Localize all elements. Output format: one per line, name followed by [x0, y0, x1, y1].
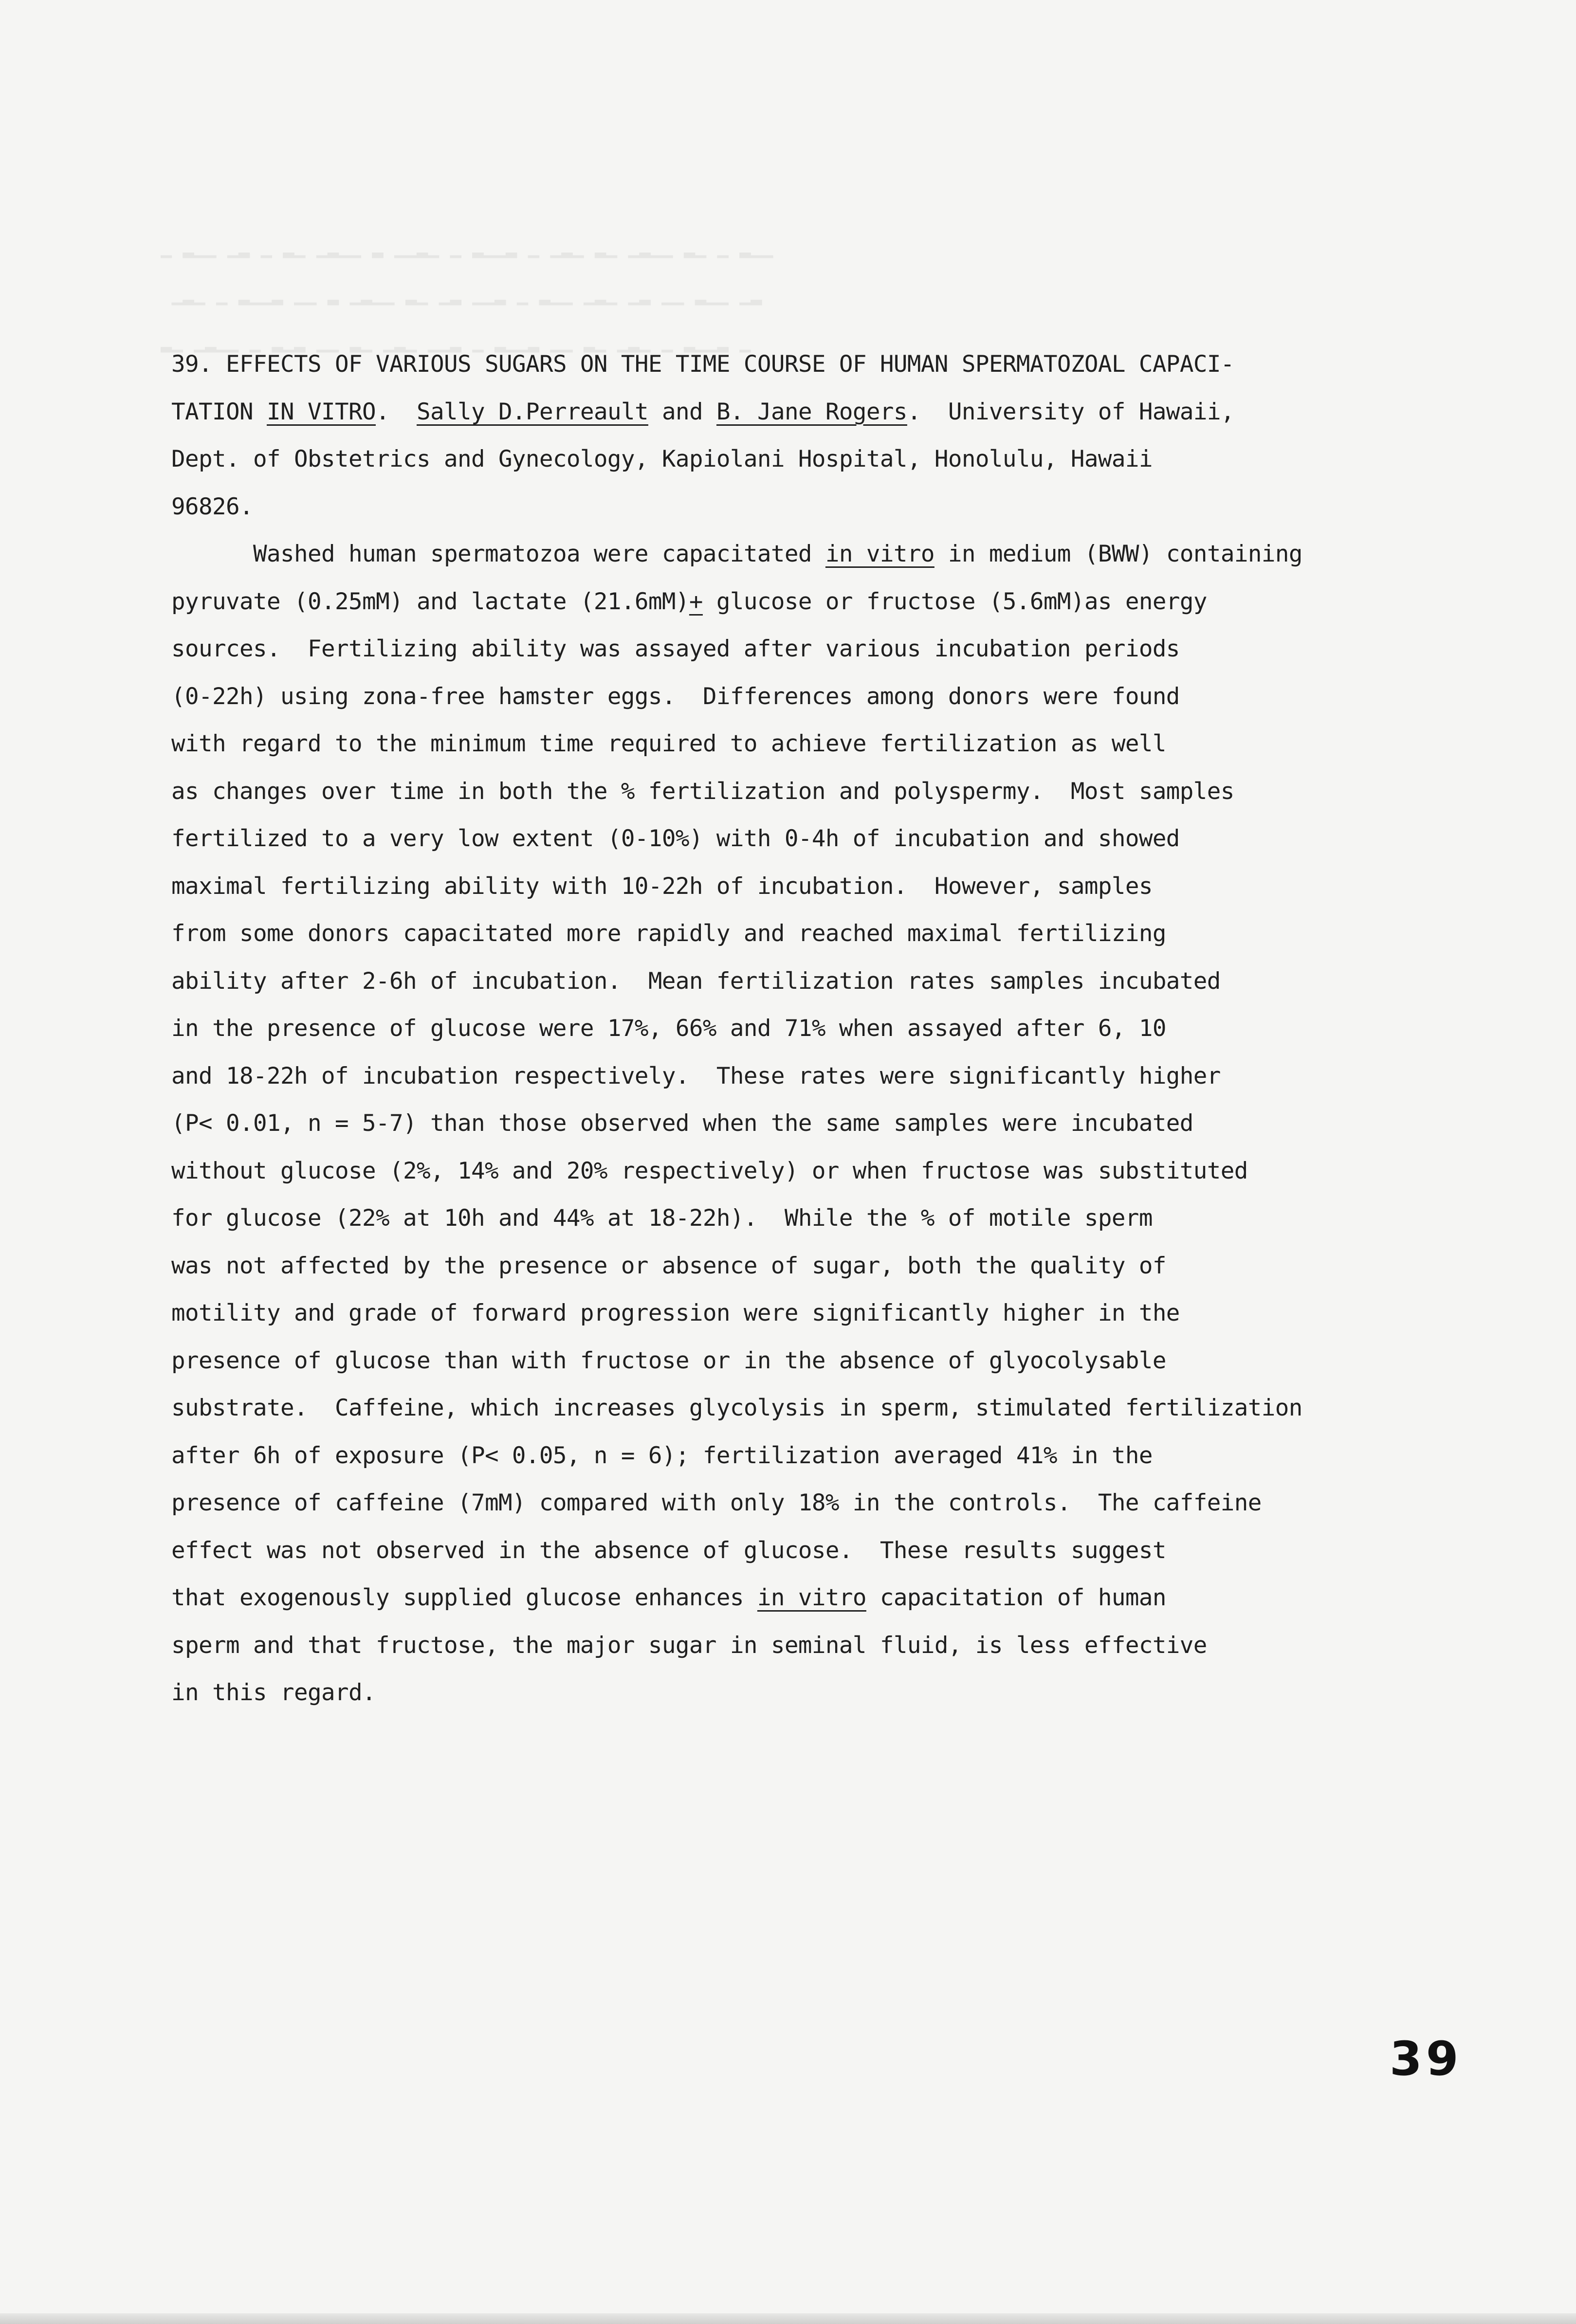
body-line-9: from some donors capacitated more rapidly and reached maximal fertilizing: [171, 920, 1166, 947]
abstract-number: 39.: [171, 351, 212, 378]
body-text: glucose or fructose (5.6mM)as energy: [702, 588, 1207, 615]
body-line-4: (0-22h) using zona-free hamster eggs. Differences among donors were found: [171, 683, 1180, 710]
body-line-23: [171, 1574, 1485, 1622]
body-text: Washed human spermatozoa were capacitated: [253, 541, 812, 567]
body-line-17: motility and grade of forward progression were significantly higher in the: [171, 1300, 1180, 1326]
body-line-6: as changes over time in both the % fertilization and polyspermy. Most samples: [171, 778, 1234, 805]
body-line-11: in the presence of glucose were 17%, 66% and 71% when assayed after 6, 10: [171, 1015, 1166, 1042]
body-line-3: sources. Fertilizing ability was assayed after various incubation periods: [171, 635, 1180, 662]
abstract-title-continued: TATION: [171, 398, 253, 425]
body-line-16: was not affected by the presence or absence of sugar, both the quality of: [171, 1252, 1166, 1279]
author-conjunction: and: [661, 398, 703, 425]
body-line-1: [171, 530, 1485, 578]
body-line-20: after 6h of exposure (P< 0.05, n = 6); fertilization averaged 41% in the: [171, 1442, 1153, 1469]
in-vitro-emphasis: in vitro: [825, 541, 935, 567]
body-line-12: and 18-22h of incubation respectively. These rates were significantly higher: [171, 1062, 1221, 1089]
body-line-8: maximal fertilizing ability with 10-22h of incubation. However, samples: [171, 872, 1153, 900]
body-line-19: substrate. Caffeine, which increases glycolysis in sperm, stimulated fertilization: [171, 1395, 1302, 1421]
body-line-7: fertilized to a very low extent (0-10%) with 0-4h of incubation and showed: [171, 825, 1180, 852]
scan-bottom-edge: [0, 2313, 1576, 2324]
abstract-heading-line-2: TATION IN VITRO. Sally D.Perreault and B. Jane Rogers. University of Hawaii,: [171, 398, 1234, 425]
body-text: that exogenously supplied glucose enhances: [171, 1584, 744, 1611]
affiliation: University of Hawaii,: [948, 398, 1234, 425]
body-line-14: without glucose (2%, 14% and 20% respectively) or when fructose was substituted: [171, 1157, 1248, 1184]
page-number: 39: [1390, 2032, 1463, 2086]
body-text: pyruvate (0.25mM) and lactate (21.6mM): [171, 588, 689, 615]
abstract-title: EFFECTS OF VARIOUS SUGARS ON THE TIME COURSE OF HUMAN SPERMATOZOAL CAPACI-: [226, 351, 1234, 378]
body-line-2: [171, 578, 1485, 626]
body-line-22: effect was not observed in the absence of glucose. These results suggest: [171, 1537, 1166, 1564]
plus-minus-sign: +: [689, 588, 703, 615]
body-line-5: with regard to the minimum time required to achieve fertilization as well: [171, 730, 1166, 757]
body-line-10: ability after 2-6h of incubation. Mean fertilization rates samples incubated: [171, 967, 1221, 995]
author-1: Sally D.Perreault: [416, 398, 648, 425]
body-line-13: (P< 0.01, n = 5-7) than those observed when the same samples were incubated: [171, 1110, 1193, 1137]
abstract-heading-line-1: [171, 341, 1485, 388]
abstract: [171, 341, 1485, 1717]
body-line-25: in this regard.: [171, 1679, 376, 1706]
affiliation-zip: 96826.: [171, 493, 253, 520]
body-text: in medium (BWW) containing: [948, 541, 1302, 567]
body-line-18: presence of glucose than with fructose or in the absence of glyocolysable: [171, 1347, 1166, 1374]
affiliation-line: Dept. of Obstetrics and Gynecology, Kapiolani Hospital, Honolulu, Hawaii: [171, 446, 1153, 472]
body-line-21: presence of caffeine (7mM) compared with only 18% in the controls. The caffeine: [171, 1489, 1262, 1516]
body-line-15: for glucose (22% at 10h and 44% at 18-22h). While the % of motile sperm: [171, 1205, 1153, 1232]
in-vitro-emphasis: in vitro: [757, 1584, 866, 1611]
title-in-vitro: IN VITRO: [267, 398, 376, 425]
body-text: capacitation of human: [880, 1584, 1166, 1611]
author-2: B. Jane Rogers: [716, 398, 907, 425]
body-line-24: sperm and that fructose, the major sugar in seminal fluid, is less effective: [171, 1632, 1207, 1659]
show-through-texture: ▁ ▂▁▁ ▁▂ ▁ ▂▁ ▁▂▁▁ ▂ ▁▁▂▁ ▁ ▂▁▁▂ ▁ ▁▂▁ ▂▁ ▁▂▁▁ ▂▁ ▁ ▂▁▁ ▁▂▁ ▁ ▂▁▁▂ ▁▁ ▂ ▁▂▁▁ ▂▁ ▁▂ ▁▁▂ ▁ ▂▁▁ ▁▂▁ ▁▂ ▁▁ ▂▁▁ ▁▂ ▂▁ ▁▂▁▁ ▁ ▂▁▂ ▁▁ ▂▁ ▁▂▁ ▁▁▂ ▁ ▂▁▁▂ ▁▁ ▂▁ ▁▂▁ ▁ ▂▁▁▂ ▁: [161, 236, 773, 352]
